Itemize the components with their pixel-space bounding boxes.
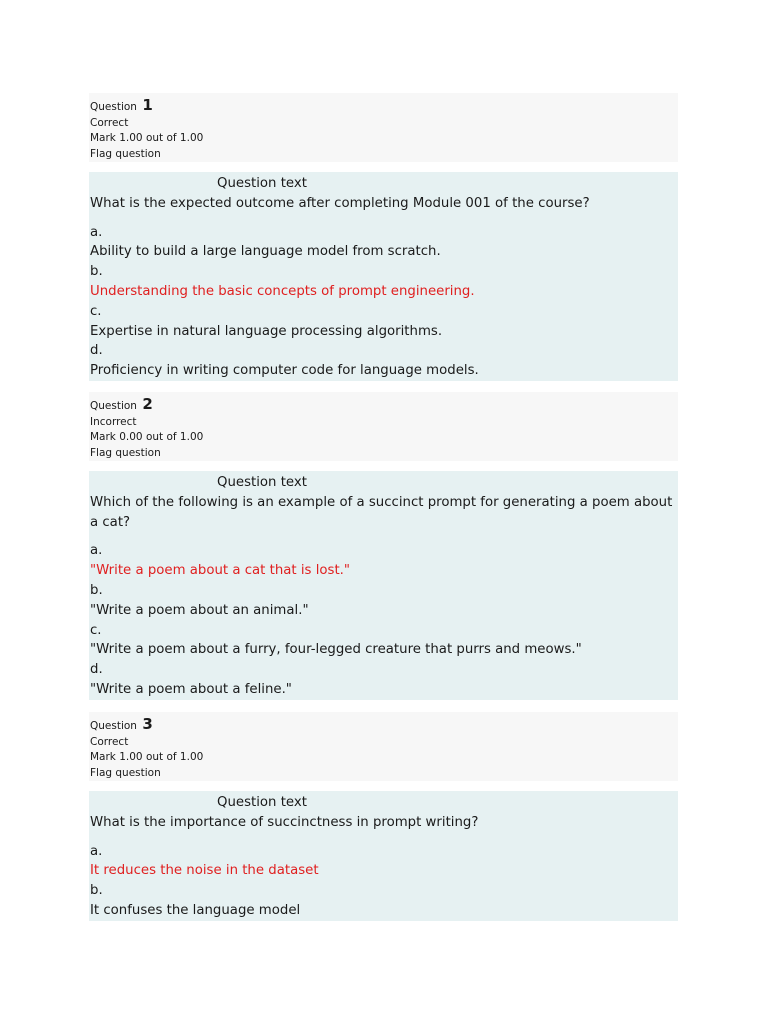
option-text-selected: Understanding the basic concepts of prompt engineering. [90,283,475,299]
option-letter: b. [90,582,103,598]
question-label: Question [90,101,137,113]
option-letter: b. [90,264,103,280]
option-text: Ability to build a large language model from scratch. [90,244,441,260]
question-grade: Mark 1.00 out of 1.00 [90,132,204,145]
question-number [90,717,678,735]
option-text: "Write a poem about a feline." [90,681,292,697]
question-state: Correct [90,116,129,129]
option-letter: b. [90,883,103,899]
option-letter: c. [90,303,102,319]
flag-question-link[interactable]: Flag question [90,147,161,160]
question-stem: What is the importance of succinctness in prompt writing? [90,814,479,830]
question-text-heading: Question text [217,475,307,490]
option-letter: a. [90,843,103,859]
question-label: Question [90,720,137,732]
option-text: Proficiency in writing computer code for language models. [90,363,479,379]
option-text-selected: "Write a poem about a cat that is lost." [90,563,351,579]
question-number [90,397,678,415]
question-label: Question [90,400,137,412]
option-letter: a. [90,224,103,240]
question-stem: What is the expected outcome after completing Module 001 of the course? [90,195,590,211]
option-letter: a. [90,543,103,559]
flag-question-link[interactable]: Flag question [90,446,161,459]
question-text-box [89,471,678,700]
question-number [90,98,678,116]
option-text: "Write a poem about an animal." [90,602,309,618]
question-text-box [89,791,678,921]
question-block-1 [89,93,678,381]
question-block-2 [89,392,678,700]
option-letter: d. [90,343,103,359]
option-text: It confuses the language model [90,902,301,918]
question-grade: Mark 0.00 out of 1.00 [90,431,204,444]
option-text-selected: It reduces the noise in the dataset [90,863,319,879]
question-stem: Which of the following is an example of a succinct prompt for generating a poem about a cat? [90,494,673,530]
question-text-box [89,172,678,381]
option-text: Expertise in natural language processing algorithms. [90,323,443,339]
question-number-value: 2 [142,395,153,413]
question-grade: Mark 1.00 out of 1.00 [90,751,204,764]
option-text: "Write a poem about a furry, four-legged creature that purrs and meows." [90,642,582,658]
question-number-value: 1 [142,96,153,114]
question-block-3 [89,712,678,921]
flag-question-link[interactable]: Flag question [90,766,161,779]
question-info [89,712,678,781]
question-text-heading: Question text [217,176,307,191]
question-number-value: 3 [142,715,153,733]
question-text-heading: Question text [217,795,307,810]
option-letter: d. [90,662,103,678]
question-info [89,93,678,162]
question-info [89,392,678,461]
question-state: Correct [90,735,129,748]
question-state: Incorrect [90,415,137,428]
option-letter: c. [90,622,102,638]
